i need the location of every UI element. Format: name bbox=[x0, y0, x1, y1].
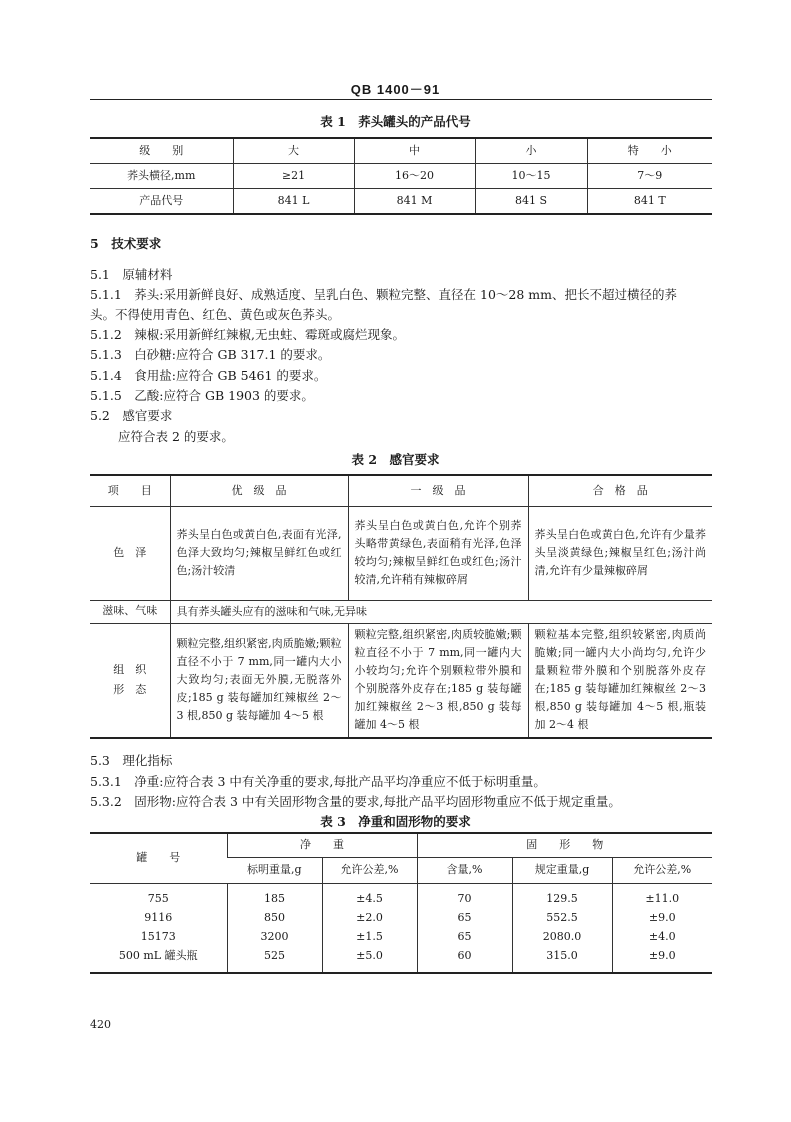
table1-header-cell: 特 小 bbox=[587, 138, 712, 164]
table-row bbox=[90, 164, 712, 189]
clause-5-1-2: 5.1.2 辣椒:采用新鲜红辣椒,无虫蛀、霉斑或腐烂现象。 bbox=[90, 327, 405, 342]
table2-header-cell: 合 格 品 bbox=[528, 475, 712, 506]
table3-cell: 525 bbox=[227, 947, 322, 973]
table2-cell: 荞头呈白色或黄白色,允许有少量荞头呈淡黄绿色;辣椒呈红色;汤汁尚清,允许有少量辣椒碎屑 bbox=[528, 506, 712, 600]
table2-cell: 具有荞头罐头应有的滋味和气味,无异味 bbox=[170, 600, 712, 623]
table3-cell: ±4.0 bbox=[612, 928, 712, 947]
table3-header-cell: 净 重 bbox=[227, 833, 417, 857]
table2-cell: 颗粒完整,组织紧密,肉质较脆嫩;颗粒直径不小于 7 mm,同一罐内大小较均匀;允许个别颗粒带外膜和个别脱落外皮存在;185 g 装每罐加红辣椒丝 2～3 根,850 g 装每罐加 4～5 根 bbox=[348, 623, 528, 738]
table1-cell: 841 M bbox=[354, 189, 475, 215]
table-row bbox=[90, 947, 712, 973]
clause-5-1-3: 5.1.3 白砂糖:应符合 GB 317.1 的要求。 bbox=[90, 347, 331, 362]
section-heading: 5 技术要求 bbox=[90, 236, 162, 251]
table1-header-row bbox=[90, 138, 712, 164]
table2-row-label: 组 织 形 态 bbox=[90, 623, 170, 738]
table3-cell: ±4.5 bbox=[322, 883, 417, 909]
table-row bbox=[90, 883, 712, 909]
table2-row-label: 色 泽 bbox=[90, 506, 170, 600]
table3-cell: 65 bbox=[417, 909, 512, 928]
table3-cell: 755 bbox=[147, 891, 169, 905]
table3-cell: 129.5 bbox=[512, 883, 612, 909]
table3-cell: 3200 bbox=[227, 928, 322, 947]
clause-5-2: 5.2 感官要求 bbox=[90, 408, 173, 423]
table1-cell: 7～9 bbox=[587, 164, 712, 189]
table3-cell: 70 bbox=[417, 883, 512, 909]
page-number: 420 bbox=[90, 1018, 111, 1031]
table2-header-row bbox=[90, 475, 712, 506]
table-row bbox=[90, 928, 712, 947]
header-rule bbox=[90, 99, 712, 100]
table-row bbox=[90, 623, 712, 738]
table3-subheader-cell: 允许公差,% bbox=[322, 857, 417, 883]
table1-cell: ≥21 bbox=[233, 164, 354, 189]
table3-cell: ±1.5 bbox=[322, 928, 417, 947]
table1-header-cell: 小 bbox=[475, 138, 587, 164]
table2-header-cell: 一 级 品 bbox=[348, 475, 528, 506]
table3-subheader-cell: 规定重量,g bbox=[512, 857, 612, 883]
table3-subheader-cell: 允许公差,% bbox=[612, 857, 712, 883]
table-row bbox=[90, 506, 712, 600]
table3-cell: 2080.0 bbox=[512, 928, 612, 947]
table3-cell: 15173 bbox=[140, 929, 176, 943]
clause-5-1-1: 5.1.1 荞头:采用新鲜良好、成熟适度、呈乳白色、颗粒完整、直径在 10～28 mm、把长不超过横径的荞 bbox=[90, 287, 677, 302]
table1-cell: 10～15 bbox=[475, 164, 587, 189]
table3-header-cell: 固 形 物 bbox=[417, 833, 712, 857]
table3-cell: 185 bbox=[227, 883, 322, 909]
table3-cell: ±2.0 bbox=[322, 909, 417, 928]
table2-cell: 荞头呈白色或黄白色,表面有光泽,色泽大致均匀;辣椒呈鲜红色或红色;汤汁较清 bbox=[170, 506, 348, 600]
table2-cell: 颗粒完整,组织紧密,肉质脆嫩;颗粒直径不小于 7 mm,同一罐内大小大致均匀;表面无外膜,无脱落外皮;185 g 装每罐加红辣椒丝 2～3 根,850 g 装每罐加 4～5 根 bbox=[170, 623, 348, 738]
clause-5-1-5: 5.1.5 乙酸:应符合 GB 1903 的要求。 bbox=[90, 388, 314, 403]
table1-cell: 16～20 bbox=[354, 164, 475, 189]
table3-cell: 65 bbox=[417, 928, 512, 947]
table-row bbox=[90, 189, 712, 215]
table3-cell: 552.5 bbox=[512, 909, 612, 928]
table3-cell: 500 mL 罐头瓶 bbox=[90, 947, 227, 973]
table1-cell: 荞头横径,mm bbox=[90, 164, 233, 189]
table-row bbox=[90, 909, 712, 928]
table1-product-codes bbox=[90, 137, 712, 215]
table3-cell: 60 bbox=[417, 947, 512, 973]
table1-cell: 841 T bbox=[587, 189, 712, 215]
table3-caption: 表 3 净重和固形物的要求 bbox=[320, 814, 471, 829]
table1-header-cell: 中 bbox=[354, 138, 475, 164]
table1-cell: 841 L bbox=[233, 189, 354, 215]
table3-cell: ±5.0 bbox=[322, 947, 417, 973]
table2-cell: 荞头呈白色或黄白色,允许个别荞头略带黄绿色,表面稍有光泽,色泽较均匀;辣椒呈鲜红色或红色;汤汁较清,允许稍有辣椒碎屑 bbox=[348, 506, 528, 600]
table3-subheader-cell: 含量,% bbox=[417, 857, 512, 883]
clause-5-2-text: 应符合表 2 的要求。 bbox=[118, 429, 234, 444]
table2-caption: 表 2 感官要求 bbox=[351, 452, 440, 467]
clause-5-3-2: 5.3.2 固形物:应符合表 3 中有关固形物含量的要求,每批产品平均固形物重应不低于规定重量。 bbox=[90, 794, 621, 809]
table2-header-cell: 优 级 品 bbox=[170, 475, 348, 506]
table1-header-cell: 大 bbox=[233, 138, 354, 164]
table3-cell: 850 bbox=[227, 909, 322, 928]
clause-5-1: 5.1 原辅材料 bbox=[90, 267, 173, 282]
table1-cell: 841 S bbox=[475, 189, 587, 215]
table3-cell: 9116 bbox=[144, 910, 173, 924]
table2-row-label: 滋味、气味 bbox=[90, 600, 170, 623]
table3-cell: ±9.0 bbox=[612, 947, 712, 973]
standard-code-header: QB 1400－91 bbox=[350, 82, 441, 97]
table3-net-weight-solids bbox=[90, 832, 712, 974]
table-row bbox=[90, 600, 712, 623]
table2-sensory-requirements bbox=[90, 474, 712, 739]
table3-cell: 315.0 bbox=[512, 947, 612, 973]
clause-5-3: 5.3 理化指标 bbox=[90, 753, 173, 768]
table3-header-row bbox=[90, 833, 712, 857]
table1-cell: 产品代号 bbox=[90, 189, 233, 215]
table1-caption: 表 1 荞头罐头的产品代号 bbox=[320, 114, 471, 129]
clause-5-3-1: 5.3.1 净重:应符合表 3 中有关净重的要求,每批产品平均净重应不低于标明重量。 bbox=[90, 774, 546, 789]
table3-cell: ±11.0 bbox=[612, 883, 712, 909]
table3-subheader-cell: 标明重量,g bbox=[227, 857, 322, 883]
table1-header-cell: 级 别 bbox=[90, 138, 233, 164]
table2-header-cell: 项 目 bbox=[90, 475, 170, 506]
table2-cell: 颗粒基本完整,组织较紧密,肉质尚脆嫩;同一罐内大小尚均匀,允许少量颗粒带外膜和个别脱落外皮存在;185 g 装每罐加红辣椒丝 2～3 根,850 g 装每罐加 4～5 根,瓶装加 2～4 根 bbox=[528, 623, 712, 738]
table3-header-cell: 罐 号 bbox=[90, 833, 227, 883]
table3-cell: ±9.0 bbox=[612, 909, 712, 928]
clause-5-1-4: 5.1.4 食用盐:应符合 GB 5461 的要求。 bbox=[90, 368, 327, 383]
clause-5-1-1-cont: 头。不得使用青色、红色、黄色或灰色荞头。 bbox=[90, 307, 341, 322]
